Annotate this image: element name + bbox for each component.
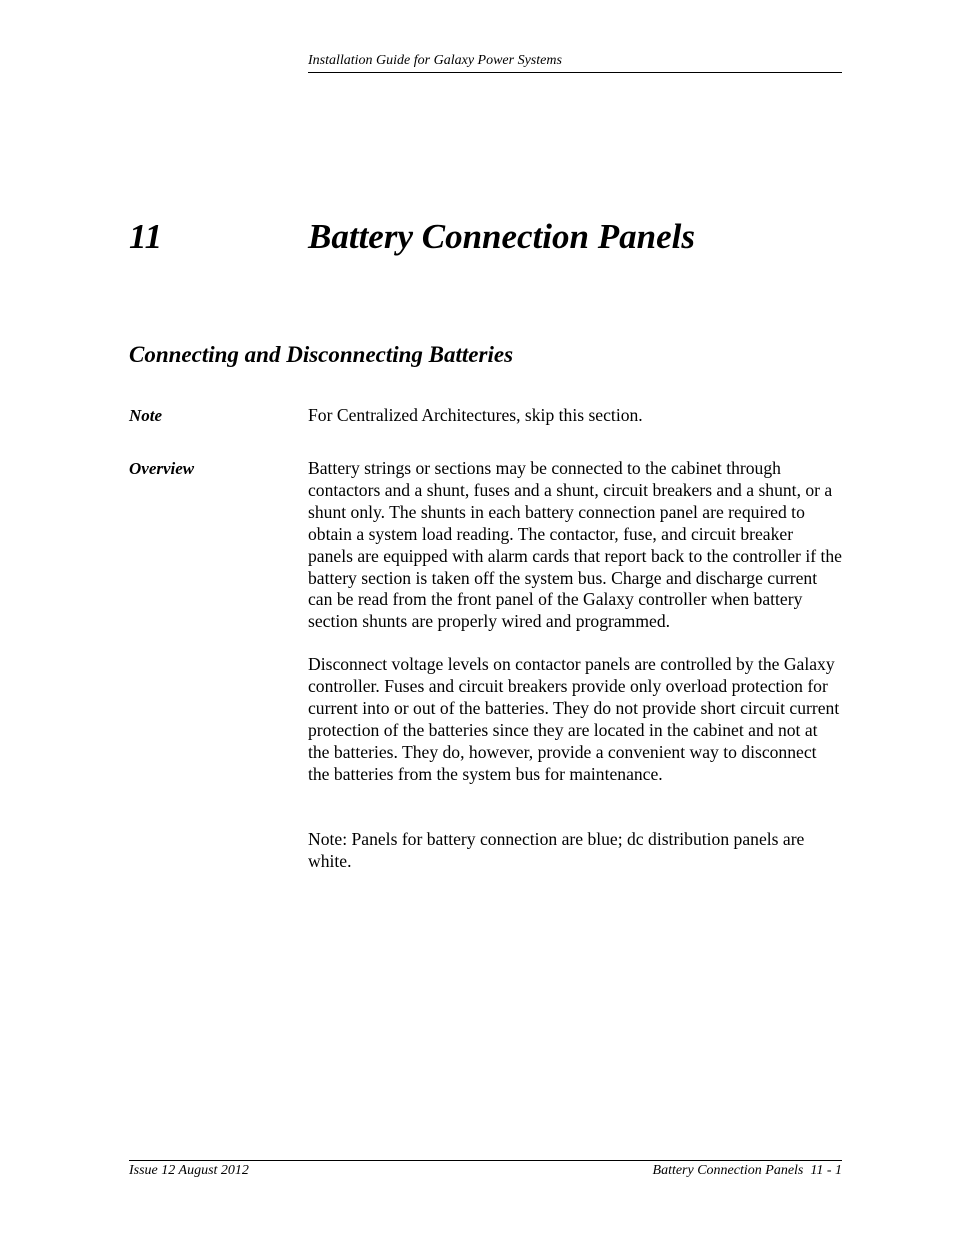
footer-rule [129, 1160, 842, 1161]
overview-text-3 [308, 829, 842, 873]
chapter-number: 11 [129, 217, 163, 256]
footer-page-label: Battery Connection Panels 11 - 1 [652, 1163, 842, 1178]
overview-text [308, 458, 842, 633]
section-heading: Connecting and Disconnecting Batteries [129, 342, 514, 367]
overview-paragraph-3: Note: Panels for battery connection are blue; dc distribution panels are white. [308, 829, 805, 871]
overview-text-2 [308, 654, 842, 785]
note-label: Note [129, 406, 163, 425]
running-header: Installation Guide for Galaxy Power Systems [308, 52, 842, 73]
note-text [308, 405, 842, 427]
overview-label: Overview [129, 459, 195, 478]
footer-issue: Issue 12 August 2012 [129, 1163, 249, 1178]
chapter-title: Battery Connection Panels [308, 217, 695, 256]
note-paragraph: For Centralized Architectures, skip this section. [308, 405, 643, 425]
overview-paragraph-1: Battery strings or sections may be connected to the cabinet through contactors and a shunt, fuses and a shunt, circuit breakers and a shunt, or a shunt only. The shunts in each battery connection panel are required to obtain a system load reading. The contactor, fuse, and circuit breaker panels are equipped with alarm cards that report back to the controller if the battery section is taken off the system bus. Charge and discharge current can be read from the front panel of the Galaxy controller when battery section shunts are properly wired and programmed. [308, 458, 842, 632]
overview-paragraph-2: Disconnect voltage levels on contactor panels are controlled by the Galaxy controller. Fuses and circuit breakers provide only overload protection for current into or out of the batteries. They do not provide short circuit current protection of the batteries since they are located in the cabinet and not at the batteries. They do, however, provide a convenient way to disconnect the batteries from the system bus for maintenance. [308, 654, 840, 784]
